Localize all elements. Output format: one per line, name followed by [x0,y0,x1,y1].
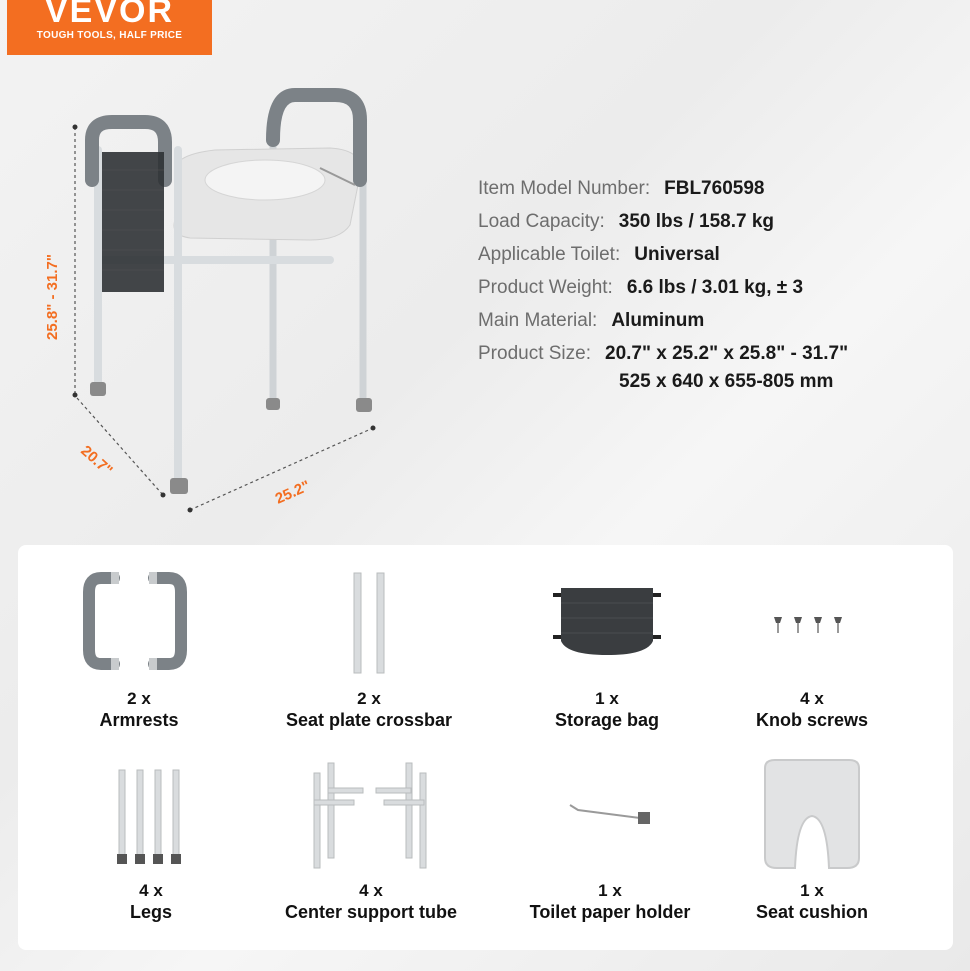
knob-screws-icon [762,603,862,643]
part-center-support-tube [256,755,486,923]
part-qty: 2 x [127,689,151,708]
brand-tagline: TOUGH TOOLS, HALF PRICE [36,30,183,41]
part-toilet-paper-holder [495,755,725,923]
depth-dimension-label: 20.7" [77,442,116,480]
spec-value: Universal [634,244,720,265]
paper-holder-icon [560,790,660,840]
part-qty: 4 x [139,881,163,900]
spec-label: Applicable Toilet: [478,244,621,265]
spec-label: Main Material: [478,310,598,331]
part-name: Legs [129,902,172,922]
spec-row-weight [478,277,948,310]
package-contents-panel [18,545,953,950]
legs-icon [111,760,191,870]
seat-cushion-icon [757,758,867,873]
part-qty: 1 x [595,689,619,708]
width-dimension-label: 25.2" [272,477,313,508]
spec-list [478,178,948,393]
part-name: Knob screws [755,710,869,730]
spec-label: Load Capacity: [478,211,605,232]
spec-label: Product Size: [478,343,591,364]
spec-value: 350 lbs / 158.7 kg [618,211,775,232]
part-name: Armrests [99,710,179,730]
part-qty: 4 x [359,881,383,900]
spec-row-load-capacity [478,211,948,244]
spec-row-applicable-toilet [478,244,948,277]
part-qty: 2 x [357,689,381,708]
support-tube-icon [306,758,436,873]
part-qty: 4 x [800,689,824,708]
part-name: Seat plate crossbar [285,710,453,730]
armrests-icon [79,568,199,678]
spec-label: Item Model Number: [478,178,651,199]
part-qty: 1 x [800,881,824,900]
part-legs [36,755,266,923]
spec-row-model [478,178,948,211]
height-dimension-label: 25.8" - 31.7" [44,254,61,340]
part-crossbar [254,563,484,731]
part-name: Toilet paper holder [529,902,691,922]
part-seat-cushion [697,755,927,923]
storage-bag-icon [547,583,667,663]
part-name: Center support tube [284,902,457,922]
part-storage-bag [492,563,722,731]
spec-value: 6.6 lbs / 3.01 kg, ± 3 [626,277,804,298]
part-knob-screws [697,563,927,731]
spec-row-size [478,343,948,371]
spec-value: FBL760598 [664,178,765,199]
spec-value: Aluminum [611,310,705,331]
part-armrests [24,563,254,731]
spec-row-material [478,310,948,343]
spec-label: Product Weight: [478,277,613,298]
brand-logo: VEVOR [44,0,175,30]
brand-logo-block [7,0,212,55]
part-name: Seat cushion [755,902,869,922]
storage-bag [102,152,164,292]
spec-size-metric: 525 x 640 x 655-805 mm [619,371,834,392]
crossbar-icon [339,568,399,678]
product-illustration [30,80,430,520]
spec-value: 20.7" x 25.2" x 25.8" - 31.7" [605,343,849,364]
part-name: Storage bag [554,710,660,730]
part-qty: 1 x [598,881,622,900]
